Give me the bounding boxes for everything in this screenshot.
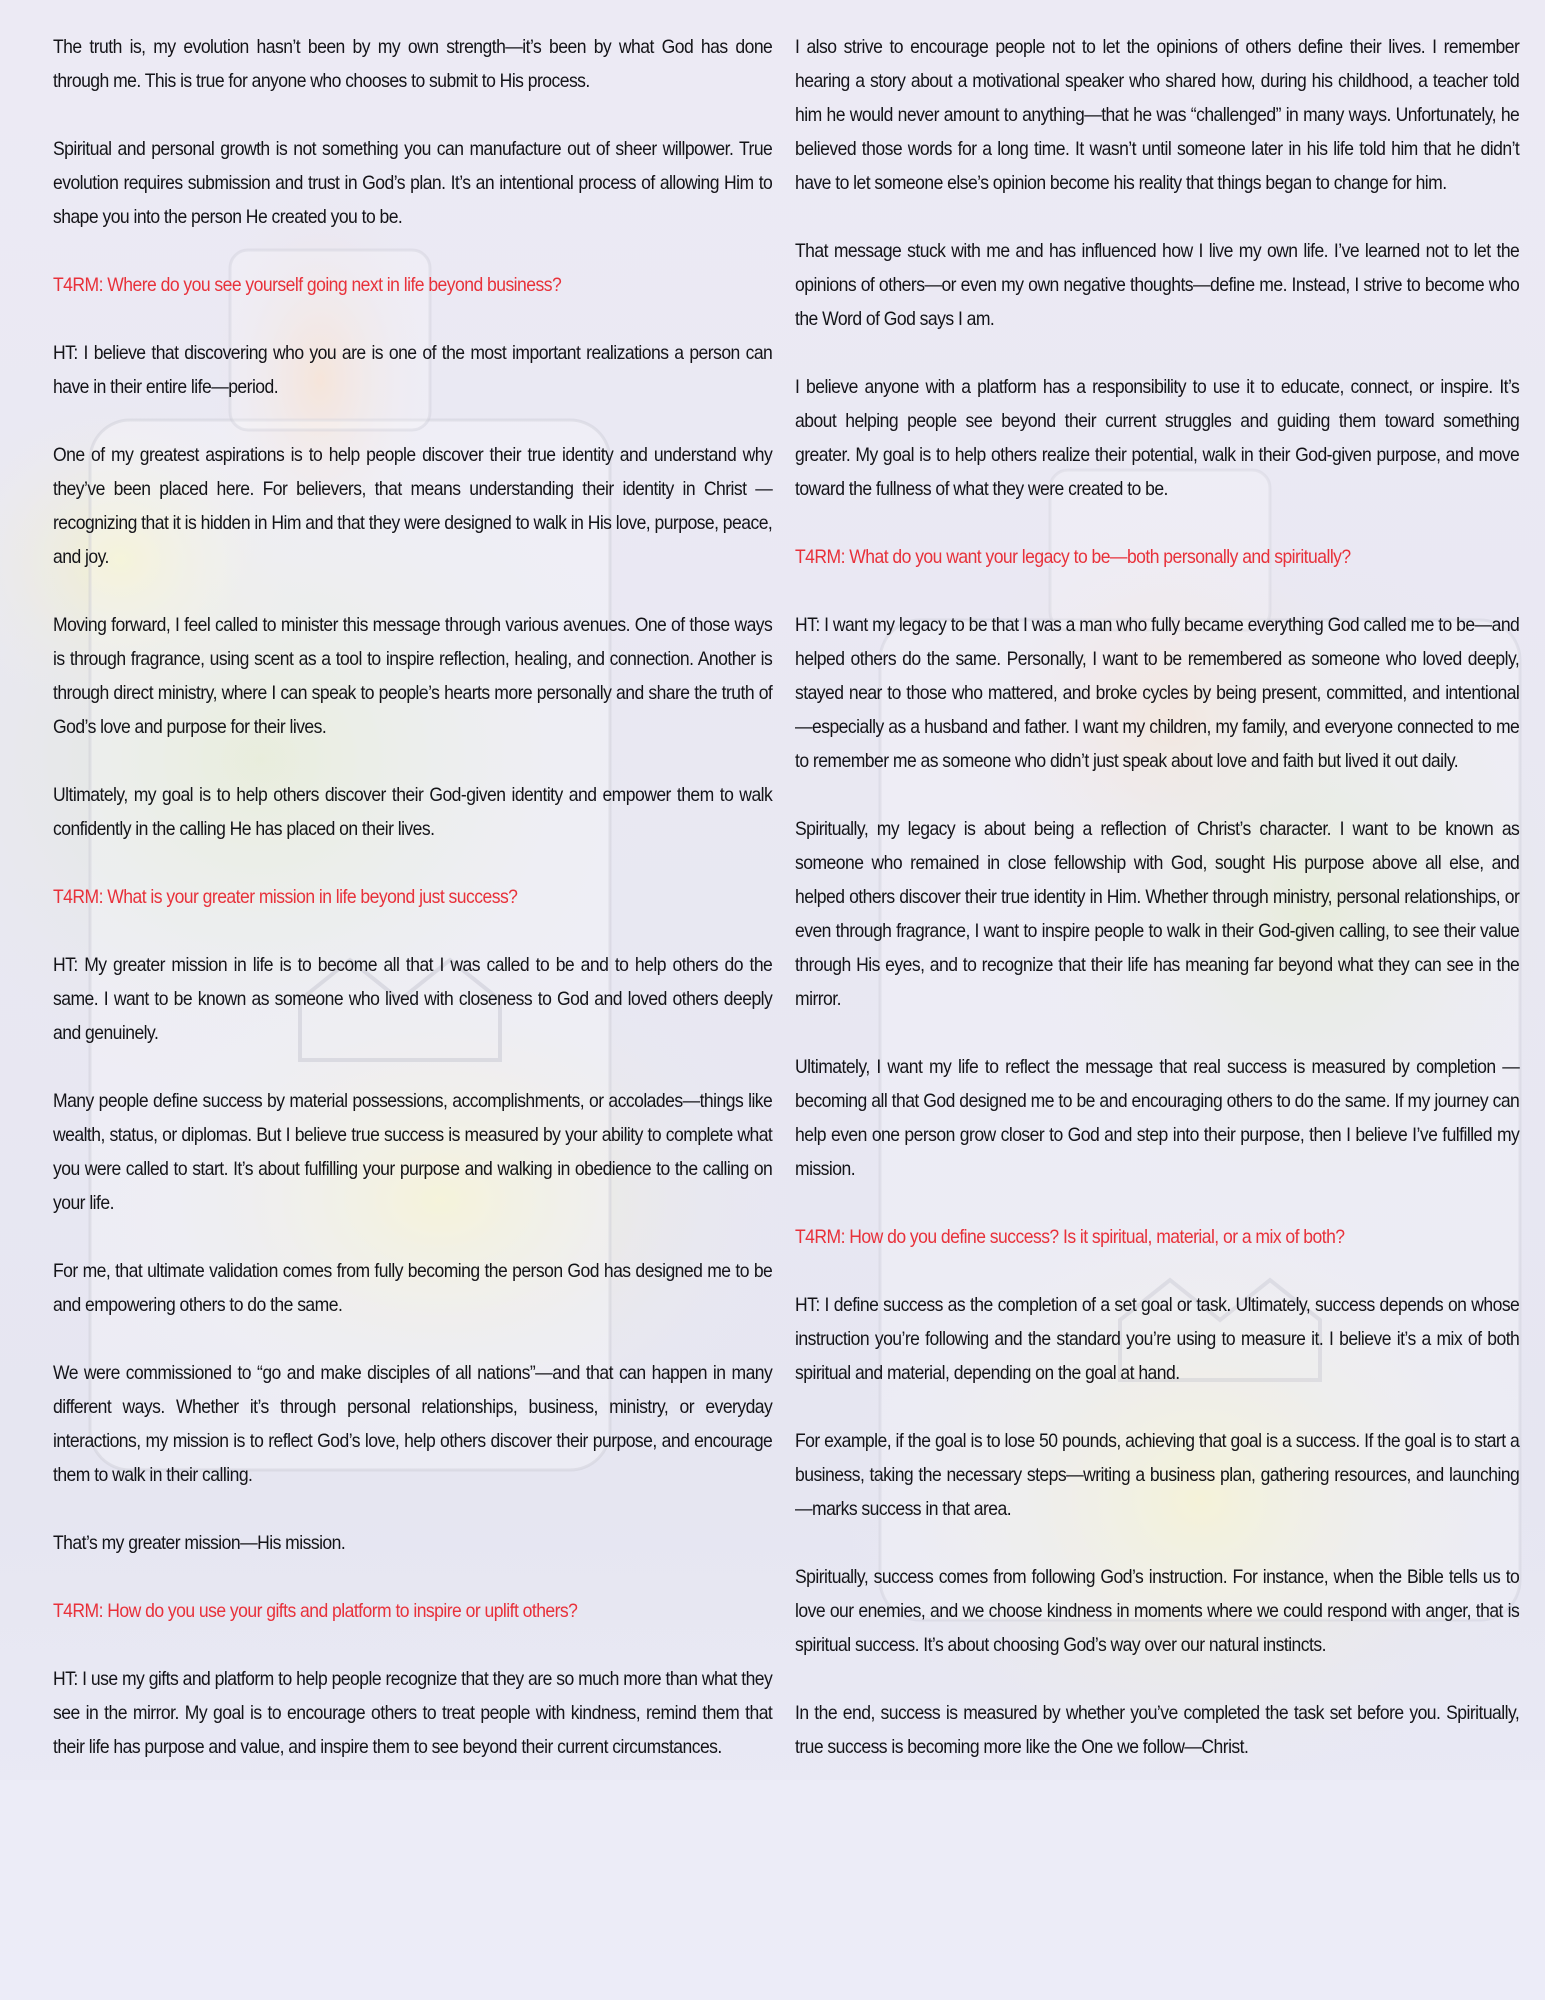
paragraph: One of my greatest aspirations is to help people discover their true identity and understand why they’ve been placed here. For believers, that means understanding their identity in Christ —recognizing that it is hidden in Him and that they were designed to walk in His love, purpose, peace, and joy. [53,444,773,568]
paragraph: Spiritually, success comes from following God’s instruction. For instance, when the Bible tells us to love our enemies, and we choose kindness in moments where we could respond with anger, that is spiritual success. It’s about choosing God’s way over our natural instincts. [795,1566,1520,1656]
interview-question: T4RM: How do you use your gifts and platform to inspire or uplift others? [53,1600,578,1622]
paragraph: That’s my greater mission—His mission. [53,1532,346,1554]
paragraph: Ultimately, my goal is to help others discover their God-given identity and empower them to walk confidently in the calling He has placed on their lives. [53,784,773,840]
paragraph: That message stuck with me and has influenced how I live my own life. I’ve learned not to let the opinions of others—or even my own negative thoughts—define me. Instead, I strive to become who the Word of God says I am. [795,240,1520,330]
paragraph: HT: I use my gifts and platform to help people recognize that they are so much more than what they see in the mirror. My goal is to encourage others to treat people with kindness, remind them that their life has purpose and value, and inspire them to see beyond their current circumstances. [53,1668,773,1758]
paragraph: HT: I believe that discovering who you are is one of the most important realizations a person can have in their entire life—period. [53,342,773,398]
paragraph: HT: I define success as the completion of a set goal or task. Ultimately, success depends on whose instruction you’re following and the standard you’re using to measure it. I believe it’s a mix of both spiritual and material, depending on the goal at hand. [795,1294,1520,1384]
paragraph: I also strive to encourage people not to let the opinions of others define their lives. I remember hearing a story about a motivational speaker who shared how, during his childhood, a teacher told him he would never amount to anything—that he was “challenged” in many ways. Unfortunately, he believed those words for a long time. It wasn’t until someone later in his life told him that he didn’t have to let someone else’s opinion become his reality that things began to change for him. [795,36,1520,194]
paragraph: I believe anyone with a platform has a responsibility to use it to educate, connect, or inspire. It’s about helping people see beyond their current struggles and guiding them toward something greater. My goal is to help others realize their potential, walk in their God-given purpose, and move toward the fullness of what they were created to be. [795,376,1520,500]
interview-question: T4RM: What do you want your legacy to be—both personally and spiritually? [795,546,1351,568]
right-column [795,30,1520,1798]
paragraph: For example, if the goal is to lose 50 pounds, achieving that goal is a success. If the goal is to start a business, taking the necessary steps—writing a business plan, gathering resources, and launching—marks success in that area. [795,1430,1520,1520]
paragraph: The truth is, my evolution hasn’t been by my own strength—it’s been by what God has done through me. This is true for anyone who chooses to submit to His process. [53,36,773,92]
interview-question: T4RM: How do you define success? Is it spiritual, material, or a mix of both? [795,1226,1345,1248]
paragraph: For me, that ultimate validation comes from fully becoming the person God has designed me to be and empowering others to do the same. [53,1260,773,1316]
left-column [53,30,773,1798]
paragraph: Moving forward, I feel called to minister this message through various avenues. One of those ways is through fragrance, using scent as a tool to inspire reflection, healing, and connection. Another is through direct ministry, where I can speak to people’s hearts more personally and share the truth of God’s love and purpose for their lives. [53,614,773,738]
interview-question: T4RM: What is your greater mission in life beyond just success? [53,886,518,908]
paragraph: We were commissioned to “go and make disciples of all nations”—and that can happen in many different ways. Whether it’s through personal relationships, business, ministry, or everyday interactions, my mission is to reflect God’s love, help others discover their purpose, and encourage them to walk in their calling. [53,1362,773,1486]
interview-question: T4RM: Where do you see yourself going next in life beyond business? [53,274,562,296]
paragraph: HT: I want my legacy to be that I was a man who fully became everything God called me to be—and helped others do the same. Personally, I want to be remembered as someone who loved deeply, stayed near to those who mattered, and broke cycles by being present, committed, and intentional—especially as a husband and father. I want my children, my family, and everyone connected to me to remember me as someone who didn’t just speak about love and faith but lived it out daily. [795,614,1520,772]
paragraph: Many people define success by material possessions, accomplishments, or accolades—things like wealth, status, or diplomas. But I believe true success is measured by your ability to complete what you were called to start. It’s about fulfilling your purpose and walking in obedience to the calling on your life. [53,1090,773,1214]
paragraph: HT: My greater mission in life is to become all that I was called to be and to help others do the same. I want to be known as someone who lived with closeness to God and loved others deeply and genuinely. [53,954,773,1044]
paragraph: In the end, success is measured by whether you’ve completed the task set before you. Spiritually, true success is becoming more like the One we follow—Christ. [795,1702,1520,1758]
paragraph: Spiritual and personal growth is not something you can manufacture out of sheer willpower. True evolution requires submission and trust in God’s plan. It’s an intentional process of allowing Him to shape you into the person He created you to be. [53,138,773,228]
paragraph: Ultimately, I want my life to reflect the message that real success is measured by completion —becoming all that God designed me to be and encouraging others to do the same. If my journey can help even one person grow closer to God and step into their purpose, then I believe I’ve fulfilled my mission. [795,1056,1520,1180]
paragraph: Spiritually, my legacy is about being a reflection of Christ’s character. I want to be known as someone who remained in close fellowship with God, sought His purpose above all else, and helped others discover their true identity in Him. Whether through ministry, personal relationships, or even through fragrance, I want to inspire people to walk in their God-given calling, to see their value through His eyes, and to recognize that their life has meaning far beyond what they can see in the mirror. [795,818,1520,1010]
